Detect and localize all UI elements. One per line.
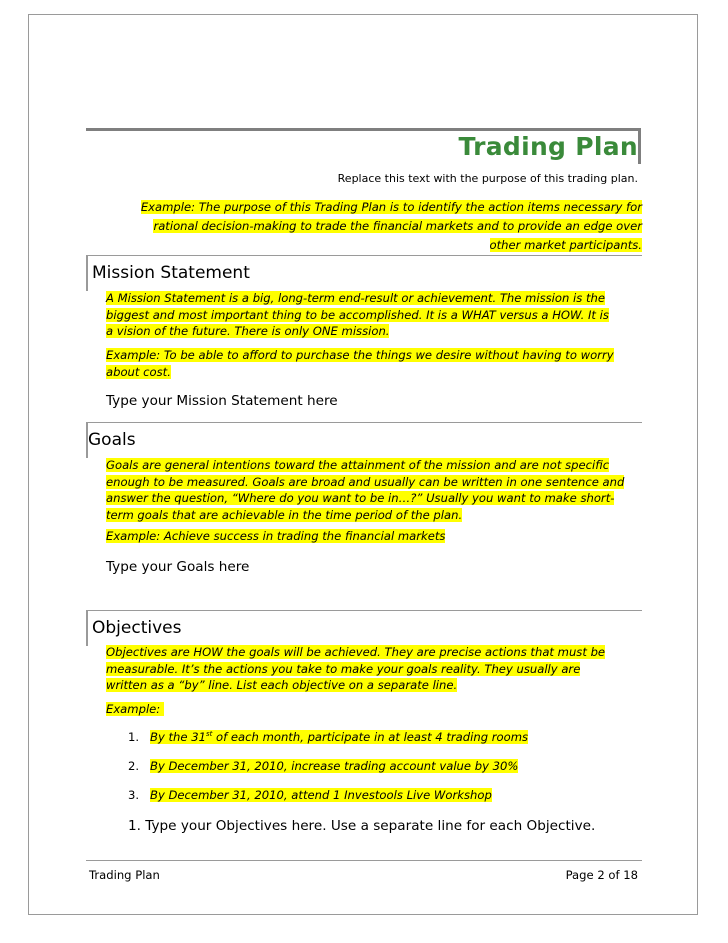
goals-heading: Goals [88,430,136,450]
objectives-desc-line: written as a “by” line. List each objective on a separate line. [106,678,458,693]
mission-example-line: about cost. [106,364,171,379]
objective-number: 2. [128,759,140,773]
objective-number: 1. [128,730,140,744]
objective-text-post: of each month, participate in at least 4 trading rooms [212,730,529,744]
purpose-line: other market participants. [489,238,642,252]
objective-text-pre: By the 31 [150,730,206,744]
objectives-placeholder[interactable]: 1. Type your Objectives here. Use a separate line for each Objective. [128,818,596,834]
document-title: Trading Plan [458,132,638,161]
goals-desc-line: term goals that are achievable in the time period of the plan. [106,507,463,522]
mission-desc-line: a vision of the future. There is only ONE mission. [106,324,390,339]
objective-item-1 [128,730,528,744]
goals-example [106,528,646,545]
objectives-description [106,644,646,694]
purpose-example [112,198,642,255]
mission-description [106,290,646,340]
objectives-example-label: Example: [106,702,161,716]
objectives-desc-line: measurable. It’s the actions you take to make your goals reality. They usually are [106,661,581,676]
purpose-line: Example: The purpose of this Trading Plan is to identify the action items necessary for [140,200,642,214]
mission-desc-line: biggest and most important thing to be accomplished. It is a WHAT versus a HOW. It is [106,307,609,322]
mission-placeholder[interactable]: Type your Mission Statement here [106,393,338,409]
goals-placeholder[interactable]: Type your Goals here [106,559,250,575]
objective-item-2 [128,759,518,773]
footer-title: Trading Plan [89,868,160,882]
purpose-line: rational decision-making to trade the financial markets and to provide an edge over [153,219,642,233]
objective-text-sup: st [205,730,213,739]
objective-text: By December 31, 2010, increase trading account value by 30% [150,759,519,773]
goals-example-line: Example: Achieve success in trading the financial markets [106,529,446,543]
mission-example-line: Example: To be able to afford to purchase the things we desire without having to worry [106,348,614,362]
mission-example [106,347,646,380]
goals-rule [86,422,642,423]
objective-item-3 [128,788,492,802]
mission-left-rule [86,255,88,291]
objectives-desc-line: Objectives are HOW the goals will be achieved. They are precise actions that must be [106,645,606,659]
goals-desc-line: answer the question, “Where do you want to be in…?” Usually you want to make short- [106,491,615,506]
mission-desc-line: A Mission Statement is a big, long-term end-result or achievement. The mission is the [106,291,605,305]
objectives-heading: Objectives [92,618,182,638]
objectives-example-label-wrap [106,701,646,718]
mission-rule [86,255,642,256]
title-rule [86,128,640,131]
document-subtitle: Replace this text with the purpose of this trading plan. [337,172,638,185]
goals-desc-line: Goals are general intentions toward the attainment of the mission and are not specific [106,458,610,472]
title-side-rule [638,128,641,164]
mission-heading: Mission Statement [92,263,250,283]
objective-text: By December 31, 2010, attend 1 Investools Live Workshop [150,788,492,802]
goals-desc-line: enough to be measured. Goals are broad and usually can be written in one sentence and [106,474,625,489]
objectives-left-rule [86,610,88,646]
goals-description [106,457,646,523]
footer-page-number: Page 2 of 18 [565,868,638,882]
objective-number: 3. [128,788,140,802]
footer-rule [86,860,642,861]
objectives-rule [86,610,642,611]
